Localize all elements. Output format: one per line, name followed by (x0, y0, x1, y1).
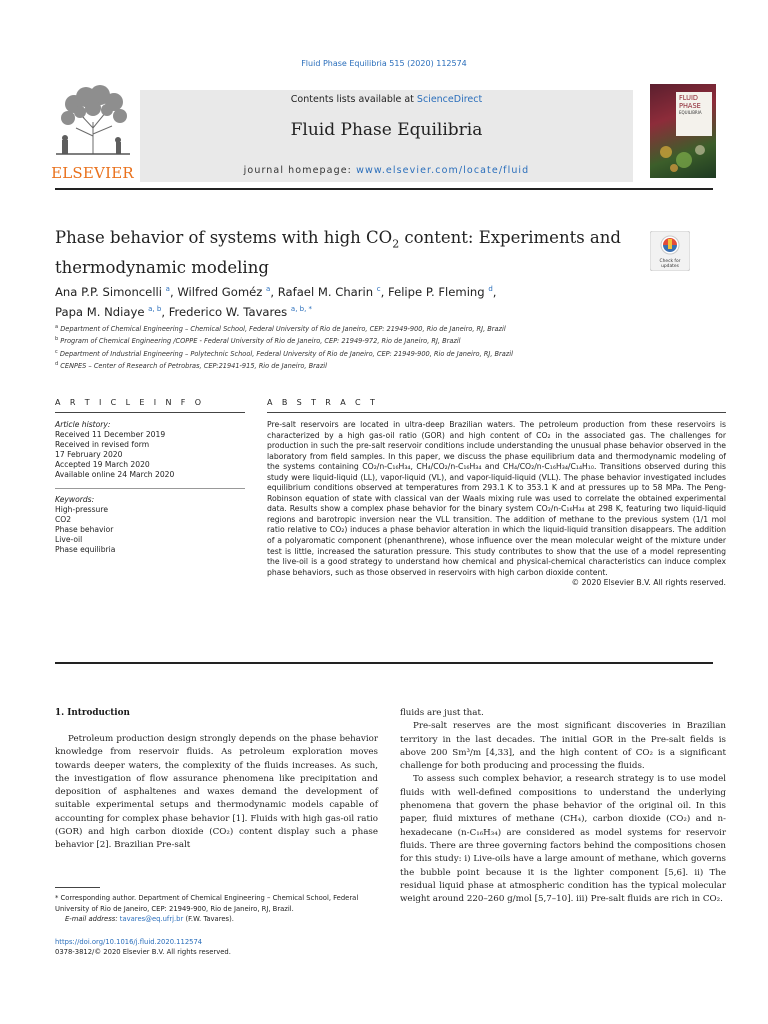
paper-title (55, 226, 635, 280)
corresponding-author-footnote (55, 893, 385, 925)
journal-citation[interactable]: Fluid Phase Equilibria 515 (2020) 112574 (301, 59, 467, 68)
keywords-label: Keywords: (55, 495, 95, 504)
history-line: Received 11 December 2019 (55, 430, 166, 439)
corresponding-author-text: * Corresponding author. Department of Chemical Engineering – Chemical School, Federal University of Rio de Janeiro, CEP: 21949-900, Rio de Janeiro, RJ, Brazil. (55, 894, 359, 913)
info-divider (55, 488, 245, 489)
body-paragraph: fluids are just that. (400, 708, 484, 718)
cover-title-line: EQUILIBRIA (679, 110, 702, 115)
affiliation-item (55, 334, 695, 346)
svg-text:Check for: Check for (659, 259, 681, 264)
body-paragraph: Pre-salt reserves are the most significant discoveries in Brazilian territory in the last decades. The initial GOR in the Pre-salt fields is above 200 Sm³/m [4,33], and the high content of CO₂ is a significant challenge for both producing and processing the fluids. (400, 721, 726, 772)
check-for-updates-icon[interactable] (650, 231, 690, 271)
email-suffix: (F.W. Tavares). (183, 915, 234, 923)
keyword-item[interactable]: Phase behavior (55, 525, 114, 534)
author-list: Ana P.P. Simoncelli $^a$, Wilfred Goméz $^a$, Rafael M. Charin $^c$, Felipe P. Fleming $^d$, Papa M. Ndiaye $^{a, b}$, Frederico W. Tavares $^{a, b, *}$ (55, 284, 497, 319)
affiliation-mark: b (55, 336, 59, 343)
abstract-rule (267, 412, 726, 413)
history-label: Article history: (55, 420, 111, 429)
keyword-item[interactable]: High-pressure (55, 505, 108, 514)
doi-link[interactable]: https://doi.org/10.1016/j.fluid.2020.112574 (55, 938, 203, 946)
article-info-heading: A R T I C L E I N F O (55, 398, 205, 407)
author-affiliation-mark[interactable]: a (266, 285, 271, 293)
header-divider (55, 188, 713, 190)
abstract-copyright: © 2020 Elsevier B.V. All rights reserved. (571, 578, 726, 588)
affiliation-list (55, 322, 695, 372)
history-line: Received in revised form (55, 440, 150, 449)
affiliation-mark: d (55, 361, 59, 368)
abstract-body: Pre-salt reservoirs are located in ultra-deep Brazilian waters. The petroleum production from these reservoirs is characterized by a high gas-oil ratio (GOR) and high content of CO₂ in the associated gas. The challenges for production in such the pre-salt reservoir conditions include understanding the unusual phase behavior observed in the laboratory from field samples. In this paper, we discuss the phase equilibrium data and thermodynamic modeling of the systems containing CO₂/n-C₁₆H₃₄, CH₄/CO₂/n-C₁₆H₃₄ and CH₄/CO₂/n-C₁₆H₃₄/C₁₄H₁₀. Transitions observed during this study were liquid-liquid (LL), vapor-liquid (VL), and vapor-liquid-liquid (VLL). The phase behavior investigated includes equilibrium conditions observed at temperatures from 293.1 K to 353.1 K and at pressures up to 58 MPa. The Peng-Robinson equation of state with classical van der Waals mixing rule was used to correlate the obtained experimental data. Results show a complex phase behavior for the binary system CO₂/n-C₁₆H₃₄ at 298 K, featuring two liquid-liquid regions and barotropic inversion near the VLL transition. The addition of methane to the previous system (1/1 mol ratio relative to CO₂) induces a phase behavior alteration in which the liquid-liquid transition disappears. The addition of a polyaromatic component (phenanthrene), whose influence over the mean molecular weight of the mixture under test is little, increased the saturation pressure. This study contributes to show that the use of a model representing the live-oil is a good strategy to understand how chemical and physical-chemical characteristics can induce complex phase behaviors, such as those observed in reservoirs with high carbon dioxide content. (267, 420, 726, 577)
contents-prefix: Contents lists available at (290, 94, 417, 105)
author-name[interactable]: Rafael M. Charin (277, 284, 374, 299)
cover-title-panel (676, 92, 712, 136)
body-column-left (55, 733, 378, 853)
journal-title: Fluid Phase Equilibria (290, 120, 483, 140)
body-column-right (400, 707, 726, 906)
history-line: Available online 24 March 2020 (55, 470, 175, 479)
journal-homepage (140, 165, 633, 176)
author-affiliation-mark[interactable]: a, b (148, 304, 162, 313)
author-name[interactable]: Frederico W. Tavares (168, 304, 288, 319)
cover-title-line: PHASE (679, 102, 701, 110)
title-part: content: Experiments and (399, 228, 621, 247)
history-line: 17 February 2020 (55, 450, 123, 459)
section-heading-introduction: 1. Introduction (55, 708, 130, 718)
body-paragraph: To assess such complex behavior, a research strategy is to use model fluids with well-defined compositions to understand the underlying phenomena that govern the phase behavior of the original oil. In this paper, fluid mixtures of methane (CH₄), carbon dioxide (CO₂) and n-hexadecane (n-C₁₆H₃₄) are considered as model systems for reservoir fluids. There are three governing factors behind the compositions chosen for this study: i) Live-oils have a large amount of methane, which governs the bubble point because it is the lighter component [5,6]. ii) The residual liquid phase at atmospheric condition has the typical molecular weight around 220–260 g/mol [5,7–10]. iii) Pre-salt fluids are rich in CO₂. (400, 774, 726, 905)
affiliation-mark: c (55, 348, 58, 355)
homepage-prefix: journal homepage: (243, 165, 357, 176)
author-name[interactable]: Felipe P. Fleming (388, 284, 485, 299)
sciencedirect-link[interactable]: ScienceDirect (416, 94, 483, 105)
title-part: Phase behavior of systems with high CO (55, 228, 393, 247)
keyword-item[interactable]: CO2 (55, 515, 72, 524)
cover-title-line: FLUID (679, 94, 698, 102)
author-name[interactable]: Papa M. Ndiaye (55, 304, 145, 319)
article-info-rule (55, 412, 245, 413)
author-name[interactable]: Ana P.P. Simoncelli (55, 284, 162, 299)
elsevier-tree-icon (54, 84, 132, 156)
journal-homepage-link[interactable]: www.elsevier.com/locate/fluid (356, 165, 530, 176)
abstract-heading: A B S T R A C T (267, 398, 379, 407)
svg-text:updates: updates (661, 264, 679, 269)
author-email-link[interactable]: tavares@eq.ufrj.br (119, 915, 184, 923)
author-affiliation-mark[interactable]: c (376, 285, 381, 293)
affiliation-text: Program of Chemical Engineering /COPPE - Federal University of Rio de Janeiro, CEP: 21949-972, Rio de Janeiro, RJ, Brazil (60, 337, 461, 346)
journal-cover-thumbnail[interactable] (650, 84, 716, 178)
abstract (267, 420, 726, 589)
footnote-rule (55, 887, 100, 888)
email-line (55, 914, 385, 925)
history-line: Accepted 19 March 2020 (55, 460, 150, 469)
email-label: E-mail address: (65, 915, 120, 923)
keyword-item[interactable]: Live-oil (55, 535, 83, 544)
contents-line (140, 94, 633, 105)
affiliation-text: CENPES – Center of Research of Petrobras, CEP:21941-915, Rio de Janeiro, Brazil (60, 362, 327, 371)
affiliation-item (55, 359, 695, 371)
affiliation-mark: a (55, 324, 59, 330)
affiliation-item (55, 347, 695, 359)
author-affiliation-mark[interactable]: a, b, * (290, 304, 313, 313)
affiliation-item (55, 322, 695, 334)
affiliation-text: Department of Chemical Engineering – Chemical School, Federal University of Rio de Janeiro, CEP: 21949-900, Rio de Janeiro, RJ, Brazil (60, 325, 506, 334)
author-affiliation-mark[interactable]: d (488, 285, 493, 293)
keyword-item[interactable]: Phase equilibria (55, 545, 116, 554)
affiliation-text: Department of Industrial Engineering – Polytechnic School, Federal University of Rio de Janeiro, CEP: 21949-900, Rio de Janeiro, RJ, Brazil (59, 349, 513, 358)
issn-line: 0378-3812/© 2020 Elsevier B.V. All rights reserved. (55, 948, 231, 956)
title-line-2: thermodynamic modeling (55, 258, 269, 278)
title-subscript: 2 (392, 237, 400, 251)
elsevier-wordmark: ELSEVIER (51, 164, 134, 182)
cover-artwork (656, 140, 710, 174)
article-info (55, 420, 245, 555)
abstract-bottom-divider (55, 662, 713, 664)
doi-block (55, 937, 385, 957)
author-affiliation-mark[interactable]: a (165, 285, 170, 293)
elsevier-logo[interactable] (50, 84, 135, 182)
author-name[interactable]: Wilfred Goméz (177, 284, 263, 299)
body-paragraph: Petroleum production design strongly depends on the phase behavior knowledge from reservoir fluids. As petroleum exploration moves towards deeper waters, the complexity of the fluids increases. As such, the investigation of flow assurance phenomena like precipitation and deposition of asphaltenes and waxes demand the development of suitable experimental setups and thermodynamic models capable of accounting for complex phase behavior [1]. Fluids with high gas-oil ratio (GOR) and high carbon dioxide (CO₂) content display such a phase behavior [2]. Brazilian Pre-salt (55, 734, 378, 851)
